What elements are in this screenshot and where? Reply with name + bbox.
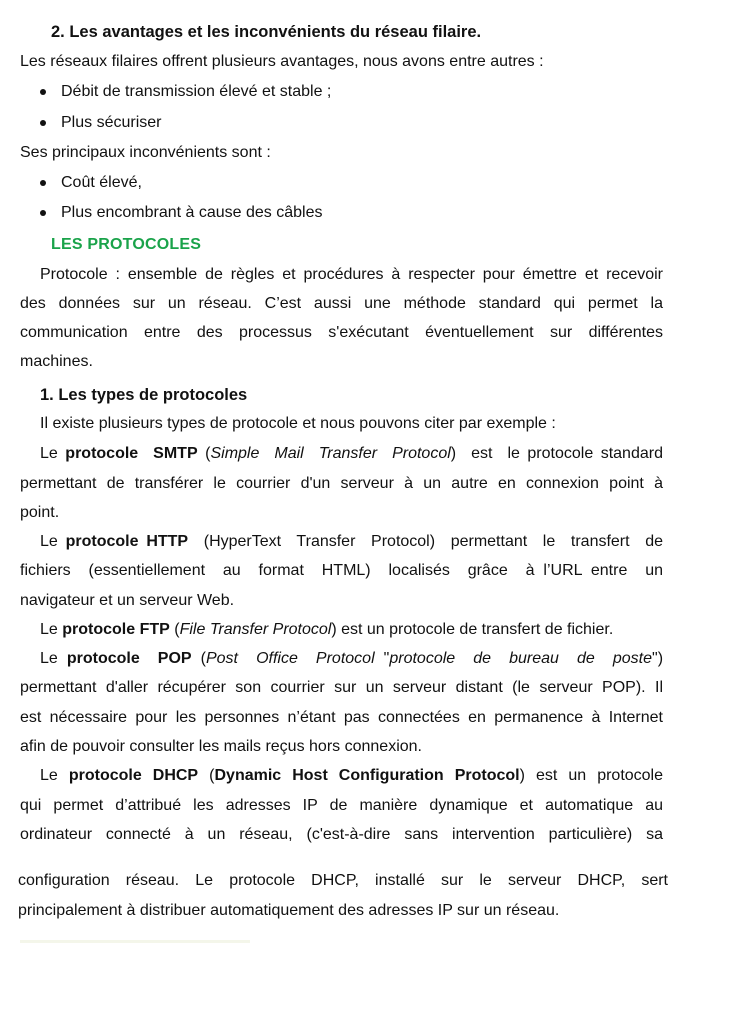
- http-paragraph: Le protocole HTTP (HyperText Transfer Protocol) permettant le transfert de: [40, 533, 664, 550]
- dhcp-full-name: Dynamic Host Configuration Protocol: [214, 767, 520, 784]
- ftp-name: protocole FTP: [62, 621, 170, 638]
- definition-line: des données sur un réseau. C’est aussi une méthode standard qui permet la: [20, 295, 663, 312]
- faint-scan-mark: [20, 940, 250, 943]
- dhcp-name: protocole DHCP: [68, 767, 199, 784]
- smtp-line: point.: [20, 504, 60, 521]
- advantage-item: Débit de transmission élevé et stable ;: [61, 83, 332, 100]
- protocols-title: LES PROTOCOLES: [51, 236, 202, 253]
- http-line: fichiers (essentiellement au format HTML) localisés grâce à l’URL entre un: [20, 562, 663, 579]
- disadvantage-item: Plus encombrant à cause des câbles: [61, 204, 323, 221]
- dhcp-line: qui permet d’attribué les adresses IP de manière dynamique et automatique au: [20, 797, 663, 814]
- bullet-icon: [40, 180, 46, 186]
- pop-line: afin de pouvoir consulter les mails reçus hors connexion.: [20, 738, 422, 755]
- section-heading: 2. Les avantages et les inconvénients du réseau filaire.: [51, 23, 482, 41]
- bullet-icon: [40, 210, 46, 216]
- smtp-name: protocole SMTP: [65, 445, 198, 462]
- smtp-line: permettant de transférer le courrier d'un serveur à un autre en connexion point à: [20, 475, 663, 492]
- http-line: navigateur et un serveur Web.: [20, 592, 235, 609]
- pop-name: protocole POP: [66, 650, 192, 667]
- dhcp-line: ordinateur connecté à un réseau, (c'est-à-dire sans intervention particulière) sa: [20, 826, 663, 843]
- definition-line: machines.: [20, 353, 93, 370]
- definition-line: communication entre des processus s'exécutant éventuellement sur différentes: [20, 324, 663, 341]
- pop-line: est nécessaire pour les personnes n’étant pas connectées en permanence à Internet: [20, 709, 663, 726]
- ftp-paragraph: Le protocole FTP (File Transfer Protocol) est un protocole de transfert de fichier.: [40, 621, 614, 638]
- intro-text: Les réseaux filaires offrent plusieurs avantages, nous avons entre autres :: [20, 53, 544, 70]
- http-name: protocole HTTP: [65, 533, 189, 550]
- pop-line: permettant d'aller récupérer son courrier sur un serveur distant (le serveur POP). Il: [20, 679, 663, 696]
- dhcp-line: principalement à distribuer automatiquement des adresses IP sur un réseau.: [18, 902, 560, 919]
- disadvantage-item: Coût élevé,: [61, 174, 142, 191]
- bullet-icon: [40, 89, 46, 95]
- dhcp-paragraph: Le protocole DHCP (Dynamic Host Configuration Protocol) est un protocole: [40, 767, 664, 784]
- dhcp-line: configuration réseau. Le protocole DHCP, installé sur le serveur DHCP, sert: [18, 872, 668, 889]
- pop-paragraph: Le protocole POP (Post Office Protocol "protocole de bureau de poste"): [40, 650, 664, 667]
- smtp-paragraph: Le protocole SMTP (Simple Mail Transfer Protocol) est le protocole standard: [40, 445, 663, 462]
- advantage-item: Plus sécuriser: [61, 114, 162, 131]
- disadvantages-intro: Ses principaux inconvénients sont :: [20, 144, 271, 161]
- bullet-icon: [40, 120, 46, 126]
- definition-line: Protocole : ensemble de règles et procédures à respecter pour émettre et recevoir: [40, 266, 663, 283]
- types-heading: 1. Les types de protocoles: [40, 386, 248, 404]
- types-intro: Il existe plusieurs types de protocole et nous pouvons citer par exemple :: [40, 415, 556, 432]
